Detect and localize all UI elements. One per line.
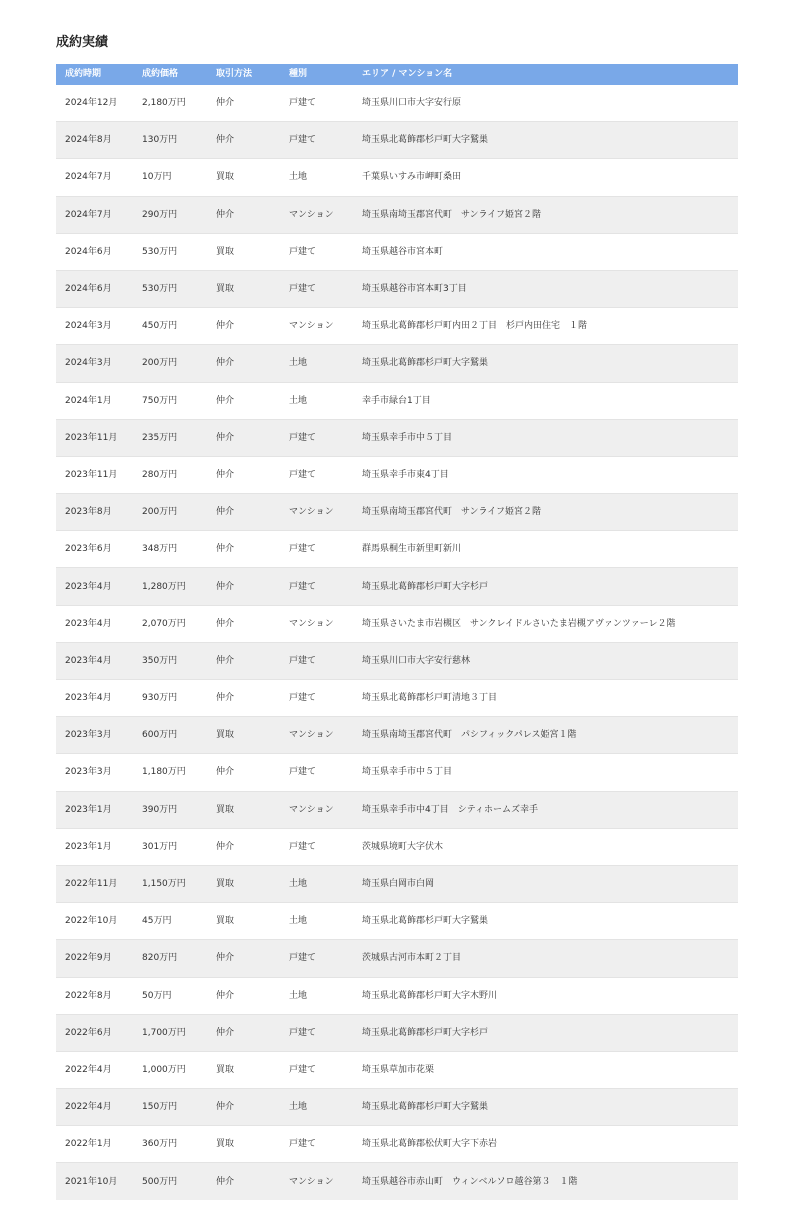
cell-method: 買取 bbox=[207, 903, 280, 940]
cell-location: 埼玉県川口市大字安行原 bbox=[353, 85, 738, 122]
cell-method: 仲介 bbox=[207, 419, 280, 456]
table-row bbox=[56, 531, 738, 568]
cell-type: マンション bbox=[280, 605, 353, 642]
cell-location: 埼玉県北葛飾郡杉戸町大字鷲巣 bbox=[353, 122, 738, 159]
results-table bbox=[56, 64, 738, 1200]
cell-location: 埼玉県北葛飾郡杉戸町大字鷲巣 bbox=[353, 903, 738, 940]
cell-type: 戸建て bbox=[280, 568, 353, 605]
cell-method: 買取 bbox=[207, 233, 280, 270]
cell-location: 埼玉県越谷市宮本町 bbox=[353, 233, 738, 270]
table-header-row bbox=[56, 64, 738, 85]
cell-type: 戸建て bbox=[280, 85, 353, 122]
cell-method: 買取 bbox=[207, 1051, 280, 1088]
cell-type: 戸建て bbox=[280, 1051, 353, 1088]
cell-method: 買取 bbox=[207, 865, 280, 902]
cell-type: 戸建て bbox=[280, 270, 353, 307]
cell-date: 2023年1月 bbox=[56, 791, 133, 828]
cell-method: 買取 bbox=[207, 1126, 280, 1163]
table-row bbox=[56, 419, 738, 456]
table-row bbox=[56, 977, 738, 1014]
cell-price: 235万円 bbox=[133, 419, 207, 456]
cell-location: 埼玉県北葛飾郡杉戸町内田２丁目 杉戸内田住宅 １階 bbox=[353, 308, 738, 345]
cell-type: マンション bbox=[280, 494, 353, 531]
table-row bbox=[56, 270, 738, 307]
cell-price: 1,150万円 bbox=[133, 865, 207, 902]
table-row bbox=[56, 494, 738, 531]
table-row bbox=[56, 122, 738, 159]
cell-location: 茨城県境町大字伏木 bbox=[353, 828, 738, 865]
cell-location: 埼玉県白岡市白岡 bbox=[353, 865, 738, 902]
cell-method: 仲介 bbox=[207, 642, 280, 679]
cell-price: 150万円 bbox=[133, 1089, 207, 1126]
cell-location: 埼玉県越谷市宮本町3丁目 bbox=[353, 270, 738, 307]
cell-location: 幸手市緑台1丁目 bbox=[353, 382, 738, 419]
table-row bbox=[56, 345, 738, 382]
cell-location: 埼玉県北葛飾郡松伏町大字下赤岩 bbox=[353, 1126, 738, 1163]
cell-date: 2021年10月 bbox=[56, 1163, 133, 1200]
cell-type: マンション bbox=[280, 308, 353, 345]
cell-date: 2023年4月 bbox=[56, 680, 133, 717]
table-row bbox=[56, 1163, 738, 1200]
results-table-wrapper bbox=[56, 64, 738, 1200]
cell-price: 2,070万円 bbox=[133, 605, 207, 642]
table-row bbox=[56, 791, 738, 828]
table-row bbox=[56, 828, 738, 865]
cell-date: 2023年4月 bbox=[56, 605, 133, 642]
cell-price: 1,700万円 bbox=[133, 1014, 207, 1051]
cell-type: 戸建て bbox=[280, 680, 353, 717]
table-row bbox=[56, 903, 738, 940]
table-row bbox=[56, 940, 738, 977]
cell-price: 280万円 bbox=[133, 456, 207, 493]
cell-price: 348万円 bbox=[133, 531, 207, 568]
table-row bbox=[56, 85, 738, 122]
header-price: 成約価格 bbox=[133, 64, 207, 85]
cell-location: 埼玉県北葛飾郡杉戸町大字鷲巣 bbox=[353, 1089, 738, 1126]
cell-price: 10万円 bbox=[133, 159, 207, 196]
cell-method: 仲介 bbox=[207, 605, 280, 642]
table-row bbox=[56, 754, 738, 791]
cell-type: マンション bbox=[280, 717, 353, 754]
table-row bbox=[56, 1051, 738, 1088]
cell-method: 仲介 bbox=[207, 1089, 280, 1126]
cell-method: 買取 bbox=[207, 159, 280, 196]
cell-method: 仲介 bbox=[207, 828, 280, 865]
cell-location: 埼玉県幸手市中4丁目 シティホームズ幸手 bbox=[353, 791, 738, 828]
cell-location: 埼玉県越谷市赤山町 ウィンベルソロ越谷第３ １階 bbox=[353, 1163, 738, 1200]
cell-method: 買取 bbox=[207, 791, 280, 828]
cell-date: 2023年3月 bbox=[56, 754, 133, 791]
cell-date: 2022年8月 bbox=[56, 977, 133, 1014]
cell-type: 土地 bbox=[280, 1089, 353, 1126]
cell-price: 530万円 bbox=[133, 233, 207, 270]
cell-date: 2022年9月 bbox=[56, 940, 133, 977]
table-row bbox=[56, 159, 738, 196]
cell-location: 茨城県古河市本町２丁目 bbox=[353, 940, 738, 977]
cell-method: 仲介 bbox=[207, 1163, 280, 1200]
cell-location: 千葉県いすみ市岬町桑田 bbox=[353, 159, 738, 196]
cell-price: 450万円 bbox=[133, 308, 207, 345]
cell-type: 戸建て bbox=[280, 940, 353, 977]
cell-type: 土地 bbox=[280, 382, 353, 419]
cell-date: 2022年11月 bbox=[56, 865, 133, 902]
cell-type: 戸建て bbox=[280, 754, 353, 791]
cell-price: 2,180万円 bbox=[133, 85, 207, 122]
header-date: 成約時期 bbox=[56, 64, 133, 85]
cell-type: 土地 bbox=[280, 977, 353, 1014]
cell-date: 2022年4月 bbox=[56, 1089, 133, 1126]
cell-location: 埼玉県幸手市東4丁目 bbox=[353, 456, 738, 493]
cell-type: 戸建て bbox=[280, 1126, 353, 1163]
cell-method: 買取 bbox=[207, 270, 280, 307]
cell-date: 2024年1月 bbox=[56, 382, 133, 419]
cell-date: 2024年6月 bbox=[56, 270, 133, 307]
cell-method: 仲介 bbox=[207, 122, 280, 159]
table-row bbox=[56, 605, 738, 642]
cell-date: 2023年6月 bbox=[56, 531, 133, 568]
cell-date: 2023年11月 bbox=[56, 419, 133, 456]
cell-method: 仲介 bbox=[207, 680, 280, 717]
cell-type: 戸建て bbox=[280, 456, 353, 493]
cell-type: 戸建て bbox=[280, 642, 353, 679]
table-row bbox=[56, 642, 738, 679]
cell-location: 埼玉県幸手市中５丁目 bbox=[353, 754, 738, 791]
page-title: 成約実績 bbox=[56, 35, 109, 50]
cell-location: 埼玉県草加市花栗 bbox=[353, 1051, 738, 1088]
cell-location: 埼玉県北葛飾郡杉戸町大字鷲巣 bbox=[353, 345, 738, 382]
table-row bbox=[56, 196, 738, 233]
cell-date: 2024年7月 bbox=[56, 196, 133, 233]
cell-price: 290万円 bbox=[133, 196, 207, 233]
cell-price: 45万円 bbox=[133, 903, 207, 940]
cell-price: 600万円 bbox=[133, 717, 207, 754]
cell-location: 埼玉県南埼玉郡宮代町 サンライフ姫宮２階 bbox=[353, 494, 738, 531]
cell-price: 350万円 bbox=[133, 642, 207, 679]
cell-date: 2023年11月 bbox=[56, 456, 133, 493]
cell-location: 群馬県桐生市新里町新川 bbox=[353, 531, 738, 568]
cell-price: 301万円 bbox=[133, 828, 207, 865]
table-row bbox=[56, 680, 738, 717]
cell-date: 2022年1月 bbox=[56, 1126, 133, 1163]
cell-date: 2024年3月 bbox=[56, 345, 133, 382]
table-header bbox=[56, 64, 738, 85]
table-row bbox=[56, 233, 738, 270]
cell-price: 130万円 bbox=[133, 122, 207, 159]
cell-type: 土地 bbox=[280, 865, 353, 902]
cell-method: 仲介 bbox=[207, 940, 280, 977]
cell-type: 土地 bbox=[280, 903, 353, 940]
cell-type: 戸建て bbox=[280, 122, 353, 159]
cell-price: 750万円 bbox=[133, 382, 207, 419]
cell-location: 埼玉県南埼玉郡宮代町 サンライフ姫宮２階 bbox=[353, 196, 738, 233]
cell-date: 2023年4月 bbox=[56, 568, 133, 605]
cell-location: 埼玉県北葛飾郡杉戸町大字杉戸 bbox=[353, 568, 738, 605]
cell-type: 戸建て bbox=[280, 1014, 353, 1051]
cell-type: マンション bbox=[280, 196, 353, 233]
cell-date: 2023年3月 bbox=[56, 717, 133, 754]
cell-date: 2024年12月 bbox=[56, 85, 133, 122]
cell-location: 埼玉県北葛飾郡杉戸町清地３丁目 bbox=[353, 680, 738, 717]
cell-location: 埼玉県南埼玉郡宮代町 パシフィックパレス姫宮１階 bbox=[353, 717, 738, 754]
cell-price: 500万円 bbox=[133, 1163, 207, 1200]
cell-method: 仲介 bbox=[207, 308, 280, 345]
cell-method: 仲介 bbox=[207, 382, 280, 419]
cell-date: 2023年8月 bbox=[56, 494, 133, 531]
cell-method: 仲介 bbox=[207, 531, 280, 568]
cell-location: 埼玉県北葛飾郡杉戸町大字木野川 bbox=[353, 977, 738, 1014]
table-row bbox=[56, 1014, 738, 1051]
cell-type: 戸建て bbox=[280, 419, 353, 456]
cell-method: 仲介 bbox=[207, 494, 280, 531]
cell-location: 埼玉県さいたま市岩槻区 サンクレイドルさいたま岩槻アヴァンツァーレ２階 bbox=[353, 605, 738, 642]
header-method: 取引方法 bbox=[207, 64, 280, 85]
cell-price: 200万円 bbox=[133, 494, 207, 531]
cell-date: 2022年4月 bbox=[56, 1051, 133, 1088]
cell-type: 土地 bbox=[280, 345, 353, 382]
cell-date: 2024年3月 bbox=[56, 308, 133, 345]
cell-price: 820万円 bbox=[133, 940, 207, 977]
cell-method: 仲介 bbox=[207, 345, 280, 382]
cell-price: 50万円 bbox=[133, 977, 207, 1014]
cell-price: 1,000万円 bbox=[133, 1051, 207, 1088]
table-row bbox=[56, 568, 738, 605]
header-location: エリア / マンション名 bbox=[353, 64, 738, 85]
cell-method: 仲介 bbox=[207, 85, 280, 122]
cell-type: マンション bbox=[280, 791, 353, 828]
cell-price: 390万円 bbox=[133, 791, 207, 828]
cell-method: 買取 bbox=[207, 717, 280, 754]
cell-method: 仲介 bbox=[207, 196, 280, 233]
cell-price: 930万円 bbox=[133, 680, 207, 717]
cell-price: 200万円 bbox=[133, 345, 207, 382]
table-row bbox=[56, 1126, 738, 1163]
cell-type: 土地 bbox=[280, 159, 353, 196]
cell-price: 530万円 bbox=[133, 270, 207, 307]
header-type: 種別 bbox=[280, 64, 353, 85]
cell-type: 戸建て bbox=[280, 531, 353, 568]
cell-date: 2022年10月 bbox=[56, 903, 133, 940]
cell-type: 戸建て bbox=[280, 828, 353, 865]
cell-price: 360万円 bbox=[133, 1126, 207, 1163]
table-row bbox=[56, 456, 738, 493]
table-body bbox=[56, 85, 738, 1200]
cell-location: 埼玉県幸手市中５丁目 bbox=[353, 419, 738, 456]
cell-date: 2023年4月 bbox=[56, 642, 133, 679]
cell-price: 1,180万円 bbox=[133, 754, 207, 791]
cell-date: 2023年1月 bbox=[56, 828, 133, 865]
cell-method: 仲介 bbox=[207, 977, 280, 1014]
cell-date: 2024年6月 bbox=[56, 233, 133, 270]
cell-method: 仲介 bbox=[207, 568, 280, 605]
cell-method: 仲介 bbox=[207, 754, 280, 791]
table-row bbox=[56, 717, 738, 754]
cell-method: 仲介 bbox=[207, 456, 280, 493]
cell-location: 埼玉県川口市大字安行慈林 bbox=[353, 642, 738, 679]
table-row bbox=[56, 865, 738, 902]
cell-type: 戸建て bbox=[280, 233, 353, 270]
cell-date: 2024年8月 bbox=[56, 122, 133, 159]
table-row bbox=[56, 382, 738, 419]
cell-method: 仲介 bbox=[207, 1014, 280, 1051]
table-row bbox=[56, 1089, 738, 1126]
cell-location: 埼玉県北葛飾郡杉戸町大字杉戸 bbox=[353, 1014, 738, 1051]
table-row bbox=[56, 308, 738, 345]
cell-type: マンション bbox=[280, 1163, 353, 1200]
cell-date: 2024年7月 bbox=[56, 159, 133, 196]
cell-price: 1,280万円 bbox=[133, 568, 207, 605]
cell-date: 2022年6月 bbox=[56, 1014, 133, 1051]
